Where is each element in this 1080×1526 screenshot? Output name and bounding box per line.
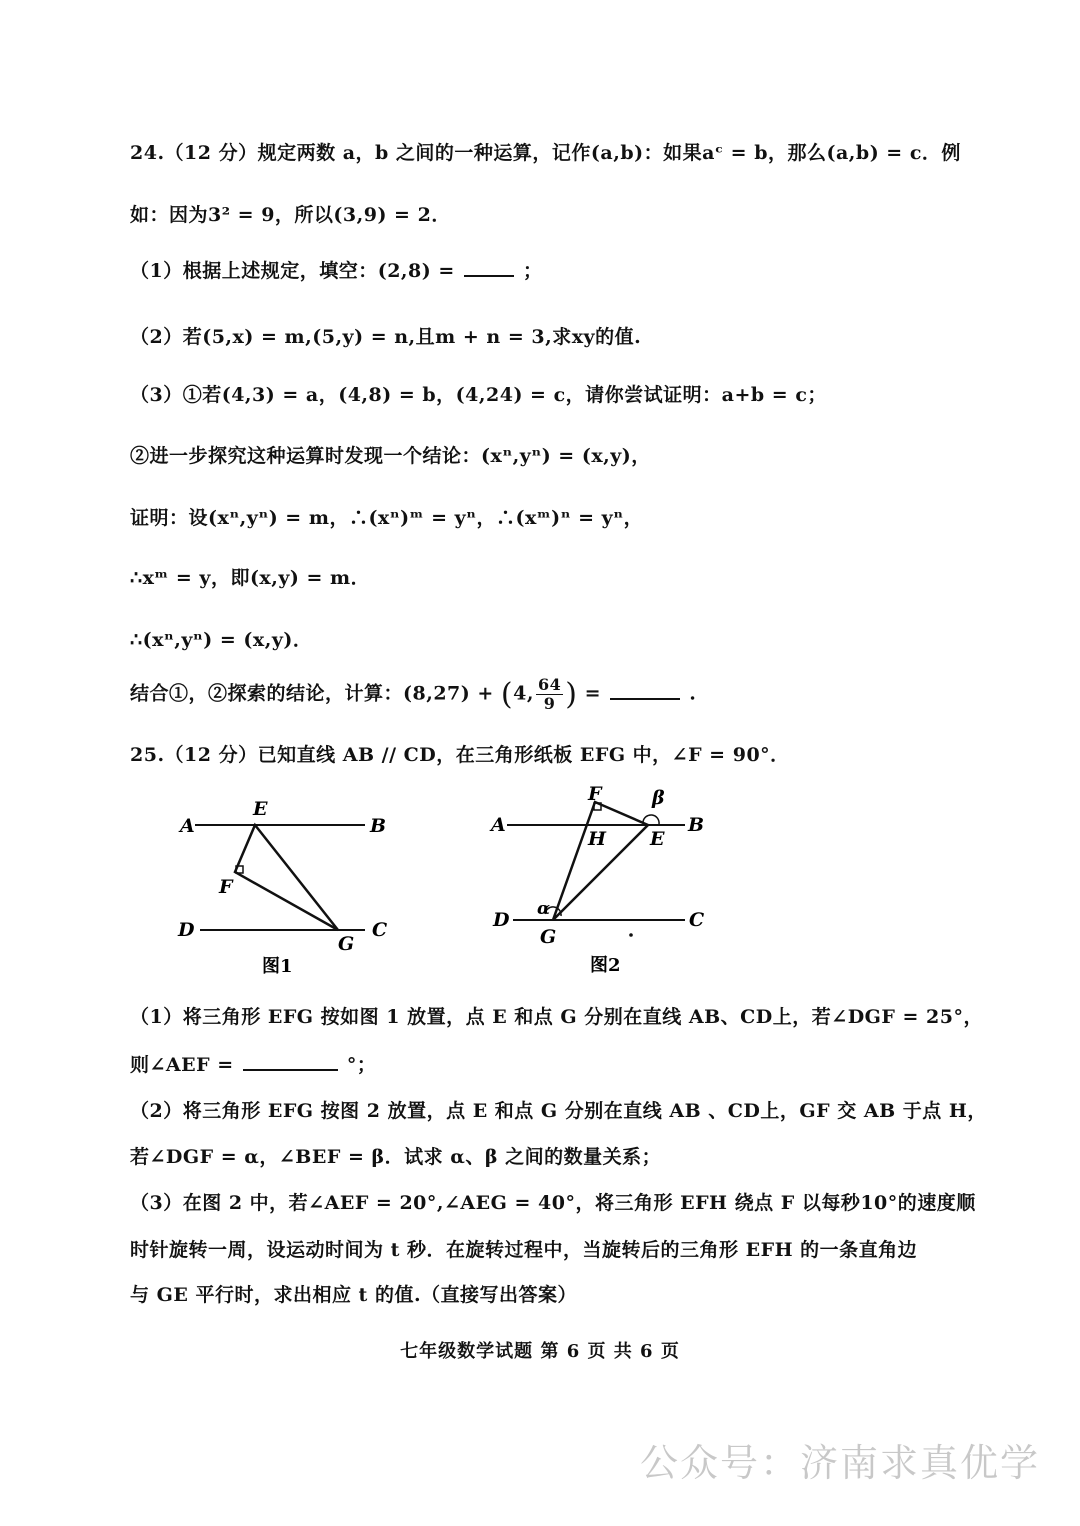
label-a: A xyxy=(180,815,195,837)
q24-part1 xyxy=(130,256,543,283)
q24-proof-3: ∴(xⁿ,yⁿ) = (x,y)． xyxy=(130,629,313,651)
label-b: B xyxy=(688,814,705,836)
stray-dot xyxy=(629,933,633,937)
label-alpha: α xyxy=(537,899,551,919)
q25-part1-b-text: 则∠AEF = xyxy=(130,1054,234,1076)
q24-frac-den: 9 xyxy=(543,694,556,713)
q25-part2-b: 若∠DGF = α，∠BEF = β．试求 α、β 之间的数量关系； xyxy=(130,1146,662,1168)
q24-proof-1: 证明：设(xⁿ,yⁿ) = m，∴(xⁿ)ᵐ = yⁿ，∴(xᵐ)ⁿ = yⁿ， xyxy=(130,507,644,529)
page-footer: 七年级数学试题 第 6 页 共 6 页 xyxy=(400,1341,680,1362)
q24-part2: （2）若(5,x) = m,(5,y) = n,且m + n = 3,求xy的值. xyxy=(130,326,642,348)
q24-combine xyxy=(130,676,696,713)
label-d: D xyxy=(178,919,195,941)
q24-proof-2: ∴xᵐ = y，即(x,y) = m． xyxy=(130,567,371,589)
q24-frac-num: 64 xyxy=(537,675,562,694)
label-f: F xyxy=(219,876,233,898)
q24-combine-end: . xyxy=(689,682,697,705)
q25-header: 25.（12 分）已知直线 AB // CD，在三角形纸板 EFG 中，∠F = 90°． xyxy=(130,744,790,766)
watermark: 公众号：济南求真优学 xyxy=(639,1441,1040,1485)
label-a: A xyxy=(491,814,506,836)
figure-1-svg xyxy=(170,790,400,980)
figure-2-caption: 图2 xyxy=(590,955,621,976)
q24-example: 如：因为3² = 9，所以(3,9) = 2． xyxy=(130,204,451,226)
label-g: G xyxy=(338,933,355,955)
label-d: D xyxy=(493,909,510,931)
triangle-efg xyxy=(235,825,338,930)
q25-part3-a: （3）在图 2 中，若∠AEF = 20°,∠AEG = 40°，将三角形 EFH 绕点 F 以每秒10°的速度顺 xyxy=(130,1192,976,1214)
figure-1 xyxy=(170,790,400,980)
q24-combine-eq: = xyxy=(584,682,602,705)
q25-part1-a: （1）将三角形 EFG 按如图 1 放置，点 E 和点 G 分别在直线 AB、CD上，若∠DGF = 25°， xyxy=(130,1006,983,1028)
q24-fraction xyxy=(536,676,563,713)
q25-part1-b xyxy=(130,1050,376,1077)
q25-part3-b: 时针旋转一周，设运动时间为 t 秒．在旋转过程中，当旋转后的三角形 EFH 的一条直角边 xyxy=(130,1239,918,1261)
left-paren: ( xyxy=(500,677,514,712)
figure-2-svg xyxy=(485,778,725,978)
q24-frac-a: 4, xyxy=(513,682,534,705)
right-paren: ) xyxy=(565,677,578,712)
q25-part2-a: （2）将三角形 EFG 按图 2 放置，点 E 和点 G 分别在直线 AB 、CD上，GF 交 AB 于点 H， xyxy=(130,1100,987,1122)
figure-1-caption: 图1 xyxy=(262,956,293,977)
q25-part1-blank[interactable] xyxy=(243,1068,338,1071)
q24-part3-2: ②进一步探究这种运算时发现一个结论：(xⁿ,yⁿ) = (x,y)， xyxy=(130,445,651,467)
q24-part1-suffix: ； xyxy=(523,260,543,282)
q24-combine-text: 结合①，②探索的结论，计算：(8,27) + xyxy=(130,682,494,705)
figure-2 xyxy=(485,778,725,978)
q24-part1-blank[interactable] xyxy=(464,274,514,277)
triangle-efg xyxy=(553,802,648,920)
label-g: G xyxy=(540,926,557,948)
label-c: C xyxy=(372,919,388,941)
label-beta: β xyxy=(652,787,665,809)
label-e: E xyxy=(650,828,665,850)
label-e: E xyxy=(253,798,268,820)
q24-combine-blank[interactable] xyxy=(610,697,680,700)
q24-part3-1: （3）①若(4,3) = a，(4,8) = b，(4,24) = c，请你尝试证明：a+b = c； xyxy=(130,384,827,406)
q24-part1-text: （1）根据上述规定，填空：(2,8) = xyxy=(130,260,455,282)
q24-header: 24.（12 分）规定两数 a，b 之间的一种运算，记作(a,b)：如果aᶜ = b，那么(a,b) = c．例 xyxy=(130,142,961,164)
label-b: B xyxy=(370,815,387,837)
q25-part3-c: 与 GE 平行时，求出相应 t 的值.（直接写出答案） xyxy=(130,1284,578,1306)
q25-part1-b-suffix: °； xyxy=(346,1054,377,1076)
label-f: F xyxy=(588,783,602,805)
label-h: H xyxy=(588,828,606,850)
label-c: C xyxy=(689,909,705,931)
